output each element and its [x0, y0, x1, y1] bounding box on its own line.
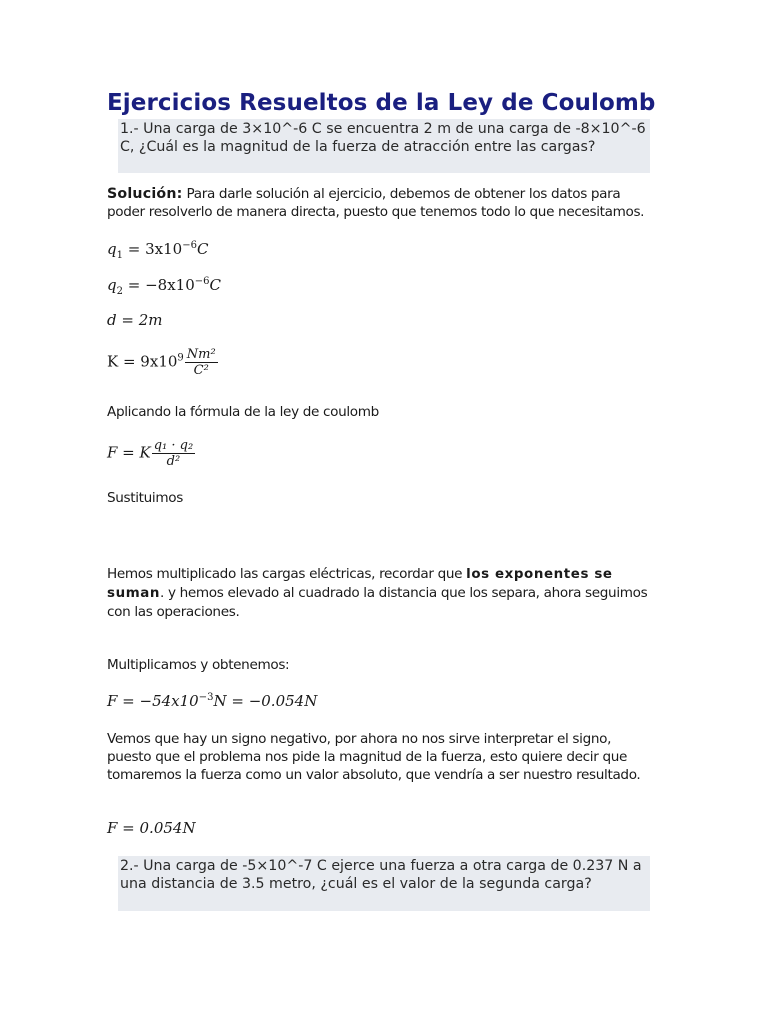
- sustituimos-text: Sustituimos: [107, 490, 183, 506]
- formula-k-fraction: $\frac{\text{Nm²}}{\text{C²}}$: [186, 347, 216, 378]
- solution-paragraph: [107, 185, 655, 221]
- solution-label: Solución:: [107, 186, 183, 202]
- formula-d: d = 2m: [107, 311, 163, 329]
- vemos-paragraph: Vemos que hay un signo negativo, por ahora no nos sirve interpretar el signo, puesto que el problema nos pide la magnitud de la fuerza, esto quiere decir que tomaremos la fuerza como un valor absoluto, que vendría a ser nuestro resultado.: [107, 731, 641, 783]
- formula-coulomb: F = K $\frac{\text{q₁ · q₂}}{\text{d²}}$: [107, 438, 194, 469]
- multiplicamos-text: Multiplicamos y obtenemos:: [107, 657, 290, 673]
- solution-text: Para darle solución al ejercicio, debemos de obtener los datos para poder resolverlo de manera directa, puesto que tenemos todo lo que necesitamos.: [107, 186, 645, 220]
- aplicando-text: Aplicando la fórmula de la ley de coulomb: [107, 404, 379, 420]
- formula-q1: $q_1 = 3x10^{-6}C$: [107, 240, 209, 261]
- formula-final: F = 0.054N: [107, 819, 196, 837]
- formula-coulomb-fraction: $\frac{\text{q₁ · q₂}}{\text{d²}}$: [153, 438, 194, 469]
- document-title: Ejercicios Resueltos de la Ley de Coulomb: [107, 90, 656, 116]
- formula-result: $F = -54x10^{-3}N = -0.054N$: [107, 692, 318, 710]
- exponents-bold: los exponentes se suman: [107, 567, 613, 601]
- hemos-paragraph: Hemos multiplicado las cargas eléctricas, recordar que los exponentes se suman. y hemos elevado al cuadrado la distancia que los separa, ahora seguimos con las operaciones.: [107, 566, 648, 620]
- formula-q2: $q_2 = -8x10^{-6}C$: [107, 276, 221, 297]
- question-2-box: 2.- Una carga de -5×10^-7 C ejerce una fuerza a otra carga de 0.237 N a una distancia de 3.5 metro, ¿cuál es el valor de la segunda carga?: [118, 856, 650, 911]
- formula-k: $K = 9x10^9$ $\frac{\text{Nm²}}{\text{C²}}$: [107, 347, 216, 378]
- question-1-box: 1.- Una carga de 3×10^-6 C se encuentra 2 m de una carga de -8×10^-6 C, ¿Cuál es la magnitud de la fuerza de atracción entre las cargas?: [118, 119, 650, 173]
